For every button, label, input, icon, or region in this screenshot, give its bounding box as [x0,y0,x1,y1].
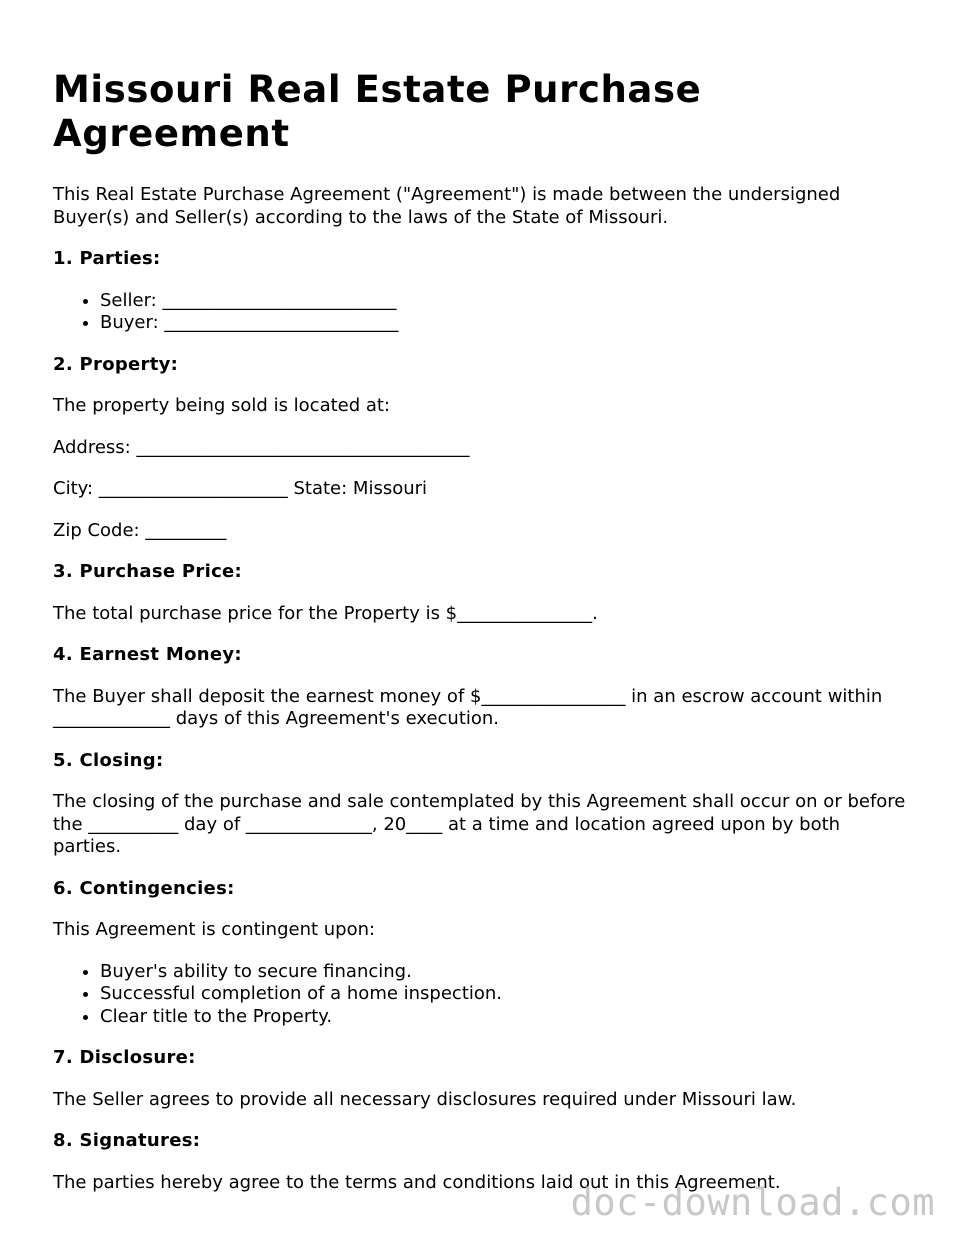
list-item: • Clear title to the Property. [100,1006,913,1029]
section-heading-contingencies: 6. Contingencies: [53,877,235,899]
property-address: Address: _____________________________________ [53,436,470,458]
intro-paragraph: This Real Estate Purchase Agreement ("Agreement") is made between the undersigned Buyer(s) and Seller(s) according to the laws of the State of Missouri. [53,184,841,228]
list-item: • Seller: __________________________ [100,290,913,313]
document-title: Missouri Real Estate Purchase Agreement [53,68,702,155]
section-heading-property: 2. Property: [53,353,179,375]
list-item: • Buyer's ability to secure financing. [100,961,913,984]
section-heading-signatures: 8. Signatures: [53,1130,201,1151]
property-lead: The property being sold is located at: [53,395,391,416]
property-zip: Zip Code: _________ [53,519,227,541]
section-heading-closing: 5. Closing: [53,749,164,771]
watermark: doc-download.com [570,1181,935,1224]
document-page [53,68,913,1213]
closing-text: The closing of the purchase and sale contemplated by this Agreement shall occur on or before the __________ day of ______________, 20____ at a time and location agreed upon by both parties. [53,791,906,857]
section-heading-parties: 1. Parties: [53,248,161,269]
list-item: • Successful completion of a home inspection. [100,983,913,1006]
disclosure-text: The Seller agrees to provide all necessary disclosures required under Missouri law. [53,1088,797,1110]
earnest-money-text: The Buyer shall deposit the earnest money of $________________ in an escrow account within _____________ days of this Agreement's execution. [53,685,883,729]
contingencies-lead: This Agreement is contingent upon: [53,919,376,940]
purchase-price-text: The total purchase price for the Property is $_______________. [53,602,598,624]
section-heading-earnest-money: 4. Earnest Money: [53,644,242,665]
signatures-text: The parties hereby agree to the terms and conditions laid out in this Agreement. [53,1171,781,1193]
property-city-state: City: _____________________ State: Missouri [53,478,428,499]
list-item: • Buyer: __________________________ [100,312,913,335]
parties-list [53,290,913,335]
contingencies-list [53,961,913,1029]
section-heading-purchase-price: 3. Purchase Price: [53,561,243,582]
section-heading-disclosure: 7. Disclosure: [53,1047,196,1068]
